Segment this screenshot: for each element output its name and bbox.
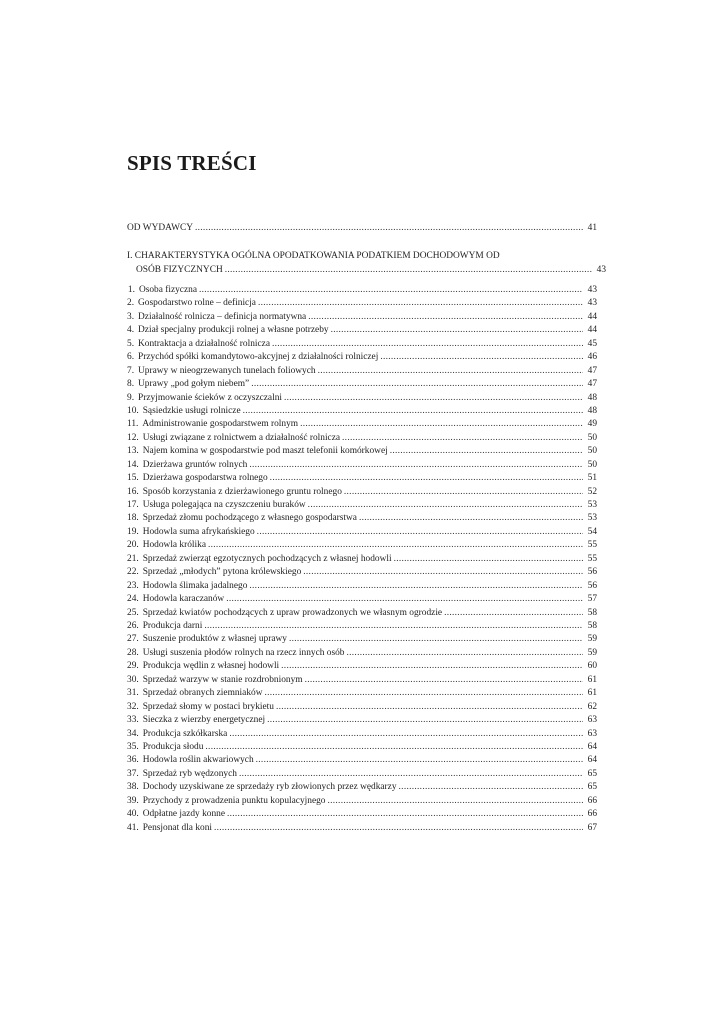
dot-leader — [249, 580, 583, 594]
toc-page-number: 61 — [587, 688, 597, 699]
dot-leader — [303, 566, 583, 580]
toc-item-label: Sąsiedzkie usługi rolnicze — [142, 405, 241, 416]
toc-item-number: 1. — [127, 285, 135, 295]
toc-item-number: 24. — [127, 594, 139, 605]
toc-item-number: 40. — [127, 809, 139, 820]
toc-item-label: Sprzedaż zwierząt egzotycznych pochodzących z własnej hodowli — [142, 553, 392, 564]
toc-item[interactable] — [127, 539, 597, 553]
toc-item-label: Produkcja wędlin z własnej hodowli — [142, 661, 280, 672]
toc-item[interactable] — [127, 378, 597, 392]
toc-item-number: 31. — [127, 688, 139, 699]
toc-item-label: Pensjonat dla koni — [142, 822, 212, 833]
toc-item-number: 4. — [127, 325, 135, 336]
toc-item-number: 10. — [127, 405, 139, 416]
toc-page-number: 61 — [587, 674, 597, 685]
toc-item-number: 19. — [127, 526, 139, 537]
toc-page-number: 45 — [587, 338, 597, 349]
toc-page-number: 49 — [587, 419, 597, 430]
dot-leader — [289, 633, 583, 647]
toc-item[interactable] — [127, 620, 597, 634]
toc-item[interactable] — [127, 580, 597, 594]
toc-item-number: 21. — [127, 553, 139, 564]
toc-item-number: 27. — [127, 634, 139, 645]
toc-item-label: Osoba fizyczna — [138, 285, 197, 295]
toc-item[interactable] — [127, 472, 597, 486]
dot-leader — [214, 822, 583, 836]
toc-item-label: Przyjmowanie ścieków z oczyszczalni — [138, 392, 282, 403]
toc-item-number: 20. — [127, 540, 139, 551]
toc-page-number: 67 — [587, 822, 597, 833]
dot-leader — [359, 512, 583, 526]
toc-item[interactable] — [127, 553, 597, 567]
toc-page-number: 58 — [587, 607, 597, 618]
toc-item-number: 33. — [127, 715, 139, 726]
toc-item-label: Sieczka z wierzby energetycznej — [142, 715, 266, 726]
toc-item-label: Hodowla karaczanów — [142, 594, 225, 605]
toc-item[interactable] — [127, 486, 597, 500]
dot-leader — [276, 701, 583, 715]
toc-item[interactable] — [127, 445, 597, 459]
toc-chapter[interactable] — [127, 250, 606, 277]
dot-leader — [264, 687, 583, 701]
toc-item-number: 13. — [127, 446, 139, 457]
toc-item-number: 29. — [127, 661, 139, 672]
dot-leader — [204, 620, 583, 634]
toc-item-label: Sposób korzystania z dzierżawionego gruntu rolnego — [142, 486, 342, 497]
toc-item-number: 15. — [127, 473, 139, 484]
toc-page-number: 52 — [587, 486, 597, 497]
toc-item-number: 9. — [127, 392, 135, 403]
toc-item[interactable] — [127, 822, 597, 836]
dot-leader — [257, 526, 583, 540]
toc-item-number: 32. — [127, 701, 139, 712]
toc-item-label: Produkcja słodu — [142, 741, 204, 752]
toc-item-label: Gospodarstwo rolne – definicja — [138, 298, 256, 309]
toc-item-label: Hodowla ślimaka jadalnego — [142, 580, 248, 591]
toc-item-label: Dział specjalny produkcji rolnej a własne potrzeby — [138, 325, 329, 336]
toc-item-label: Odpłatne jazdy konne — [142, 809, 225, 820]
toc-item[interactable] — [127, 741, 597, 755]
dot-leader — [344, 486, 583, 500]
toc-item-label: Dochody uzyskiwane ze sprzedaży ryb złowionych przez wędkarzy — [142, 782, 397, 793]
toc-page-number: 46 — [587, 352, 597, 363]
dot-leader — [227, 808, 583, 822]
toc-page-number: 48 — [587, 405, 597, 416]
dot-leader — [226, 593, 583, 607]
toc-item[interactable] — [127, 687, 597, 701]
toc-item-label: Usługi suszenia płodów rolnych na rzecz innych osób — [142, 647, 345, 658]
dot-leader — [380, 351, 583, 365]
dot-leader — [251, 378, 583, 392]
dot-leader — [243, 405, 583, 419]
toc-page-number: 53 — [587, 513, 597, 524]
toc-page-number: 59 — [587, 647, 597, 658]
toc-item-label: Hodowla roślin akwariowych — [142, 755, 254, 766]
toc-item-label: Sprzedaż ryb wędzonych — [142, 768, 237, 779]
toc-item-label: Hodowla królika — [142, 540, 206, 551]
dot-leader — [199, 284, 583, 298]
toc-page-number: 66 — [587, 795, 597, 806]
toc-item-label: Sprzedaż kwiatów pochodzących z upraw prowadzonych we własnym ogrodzie — [142, 607, 443, 618]
dot-leader — [399, 781, 583, 795]
toc-item[interactable] — [127, 392, 597, 406]
toc-page-number: 60 — [587, 661, 597, 672]
toc-page-number: 59 — [587, 634, 597, 645]
toc-item-number: 38. — [127, 782, 139, 793]
dot-leader — [331, 324, 583, 338]
toc-page-number: 43 — [587, 298, 597, 309]
toc-item[interactable] — [127, 459, 597, 473]
toc-page-number: 55 — [587, 540, 597, 551]
toc-item-label: Usługi związane z rolnictwem a działalność rolnicza — [142, 432, 341, 443]
toc-item-number: 39. — [127, 795, 139, 806]
toc-item-number: 7. — [127, 365, 135, 376]
toc-item-number: 36. — [127, 755, 139, 766]
dot-leader — [300, 418, 583, 432]
toc-page — [127, 0, 606, 1024]
toc-item[interactable] — [127, 405, 597, 419]
toc-item[interactable] — [127, 674, 597, 688]
toc-page-number: 58 — [587, 621, 597, 631]
toc-item[interactable] — [127, 728, 597, 742]
toc-item[interactable] — [127, 338, 597, 352]
toc-item-number: 37. — [127, 768, 139, 779]
toc-item-label: Uprawy w nieogrzewanych tunelach foliowych — [138, 365, 316, 376]
toc-item[interactable] — [127, 311, 597, 325]
toc-page-number: 64 — [587, 741, 597, 752]
toc-item-label: Hodowla suma afrykańskiego — [142, 526, 255, 537]
dot-leader — [305, 674, 583, 688]
dot-leader — [327, 795, 583, 809]
toc-item-label: Przychód spółki komandytowo-akcyjnej z działalności rolniczej — [138, 352, 379, 363]
toc-item[interactable] — [127, 499, 597, 513]
dot-leader — [281, 660, 583, 674]
toc-page-number: 44 — [587, 311, 597, 322]
dot-leader — [270, 472, 583, 486]
toc-page-number: 44 — [587, 325, 597, 336]
toc-item-number: 11. — [127, 419, 139, 430]
chapter-title-line2: OSÓB FIZYCZNYCH — [136, 264, 223, 275]
toc-item-number: 26. — [127, 621, 139, 631]
toc-item[interactable] — [127, 365, 597, 379]
toc-item-label: Administrowanie gospodarstwem rolnym — [142, 419, 299, 430]
toc-page-number: 54 — [587, 526, 597, 537]
dot-leader — [225, 264, 592, 278]
toc-item-number: 8. — [127, 379, 135, 390]
toc-item-label: Działalność rolnicza – definicja normatywna — [138, 311, 307, 322]
dot-leader — [229, 728, 583, 742]
dot-leader — [342, 432, 583, 446]
toc-item-label: Sprzedaż złomu pochodzącego z własnego gospodarstwa — [142, 513, 357, 524]
toc-item-number: 41. — [127, 822, 139, 833]
toc-item[interactable] — [127, 284, 597, 298]
toc-item[interactable] — [127, 781, 597, 795]
dot-leader — [390, 445, 583, 459]
toc-item-number: 25. — [127, 607, 139, 618]
toc-page-number: 57 — [587, 594, 597, 605]
toc-item[interactable] — [127, 324, 597, 338]
toc-item[interactable] — [127, 647, 597, 661]
toc-item-label: Najem komina w gospodarstwie pod maszt telefonii komórkowej — [142, 446, 388, 457]
toc-item-number: 16. — [127, 486, 139, 497]
dot-leader — [272, 338, 583, 352]
dot-leader — [205, 741, 583, 755]
toc-item-number: 14. — [127, 459, 139, 470]
toc-page-number: 43 — [596, 264, 606, 275]
dot-leader — [308, 311, 583, 325]
toc-item-number: 23. — [127, 580, 139, 591]
toc-item[interactable] — [127, 432, 597, 446]
toc-item[interactable] — [127, 512, 597, 526]
toc-item-label: Dzierżawa gruntów rolnych — [142, 459, 248, 470]
dot-leader — [318, 365, 583, 379]
toc-page-number: 50 — [587, 432, 597, 443]
toc-page-number: 50 — [587, 459, 597, 470]
toc-page-number: 48 — [587, 392, 597, 403]
page-title: SPIS TREŚCI — [127, 151, 257, 175]
toc-page-number: 56 — [587, 580, 597, 591]
toc-item-label: Produkcja darni — [142, 621, 203, 631]
toc-page-number: 50 — [587, 446, 597, 457]
toc-entry-intro[interactable] — [127, 222, 597, 236]
toc-item[interactable] — [127, 297, 597, 311]
toc-item-label: Suszenie produktów z własnej uprawy — [142, 634, 287, 645]
toc-page-number: 53 — [587, 500, 597, 511]
toc-page-number: 66 — [587, 809, 597, 820]
toc-item-label: Usługa polegająca na czyszczeniu buraków — [142, 500, 306, 511]
toc-item-number: 12. — [127, 432, 139, 443]
dot-leader — [267, 714, 583, 728]
toc-entry-label: OD WYDAWCY — [127, 223, 193, 233]
toc-item-number: 18. — [127, 513, 139, 524]
dot-leader — [208, 539, 583, 553]
toc-item[interactable] — [127, 418, 597, 432]
toc-item-label: Produkcja szkółkarska — [142, 728, 228, 739]
dot-leader — [347, 647, 584, 661]
dot-leader — [249, 459, 583, 473]
dot-leader — [195, 222, 583, 236]
toc-item-number: 3. — [127, 311, 135, 322]
dot-leader — [308, 499, 583, 513]
toc-item-number: 6. — [127, 352, 135, 363]
toc-page-number: 43 — [587, 285, 597, 295]
toc-page-number: 65 — [587, 768, 597, 779]
toc-item-label: Uprawy „pod gołym niebem” — [138, 379, 250, 390]
toc-page-number: 56 — [587, 567, 597, 578]
toc-item-number: 34. — [127, 728, 139, 739]
dot-leader — [284, 392, 583, 406]
toc-item-number: 30. — [127, 674, 139, 685]
toc-page-number: 55 — [587, 553, 597, 564]
dot-leader — [256, 754, 583, 768]
toc-item[interactable] — [127, 351, 597, 365]
toc-item-label: Sprzedaż obranych ziemniaków — [142, 688, 263, 699]
toc-item[interactable] — [127, 754, 597, 768]
toc-page-number: 63 — [587, 728, 597, 739]
toc-item-label: Sprzedaż „młodych” pytona królewskiego — [142, 567, 302, 578]
toc-page-number: 47 — [587, 379, 597, 390]
toc-item-label: Sprzedaż warzyw w stanie rozdrobnionym — [142, 674, 303, 685]
toc-item[interactable] — [127, 566, 597, 580]
toc-item-number: 28. — [127, 647, 139, 658]
toc-item[interactable] — [127, 526, 597, 540]
toc-item[interactable] — [127, 660, 597, 674]
toc-page-number: 41 — [587, 223, 597, 233]
toc-item-number: 17. — [127, 500, 139, 511]
toc-page-number: 63 — [587, 715, 597, 726]
dot-leader — [258, 297, 583, 311]
toc-item-number: 2. — [127, 298, 135, 309]
toc-page-number: 51 — [587, 473, 597, 484]
toc-item[interactable] — [127, 701, 597, 715]
toc-page-number: 65 — [587, 782, 597, 793]
toc-item-number: 22. — [127, 567, 139, 578]
toc-item-number: 35. — [127, 741, 139, 752]
toc-item-label: Przychody z prowadzenia punktu kopulacyjnego — [142, 795, 326, 806]
toc-page-number: 47 — [587, 365, 597, 376]
toc-item[interactable] — [127, 607, 597, 621]
toc-page-number: 62 — [587, 701, 597, 712]
toc-item[interactable] — [127, 795, 597, 809]
toc-item-label: Kontraktacja a działalność rolnicza — [138, 338, 270, 349]
toc-item[interactable] — [127, 633, 597, 647]
toc-item[interactable] — [127, 808, 597, 822]
dot-leader — [394, 553, 583, 567]
dot-leader — [239, 768, 583, 782]
chapter-title-line1: I. CHARAKTERYSTYKA OGÓLNA OPODATKOWANIA PODATKIEM DOCHODOWYM OD — [127, 251, 500, 261]
dot-leader — [444, 607, 583, 621]
toc-item-number: 5. — [127, 338, 135, 349]
toc-item[interactable] — [127, 714, 597, 728]
toc-item[interactable] — [127, 768, 597, 782]
toc-item-label: Dzierżawa gospodarstwa rolnego — [142, 473, 268, 484]
toc-item-label: Sprzedaż słomy w postaci brykietu — [142, 701, 274, 712]
toc-item[interactable] — [127, 593, 597, 607]
toc-page-number: 64 — [587, 755, 597, 766]
